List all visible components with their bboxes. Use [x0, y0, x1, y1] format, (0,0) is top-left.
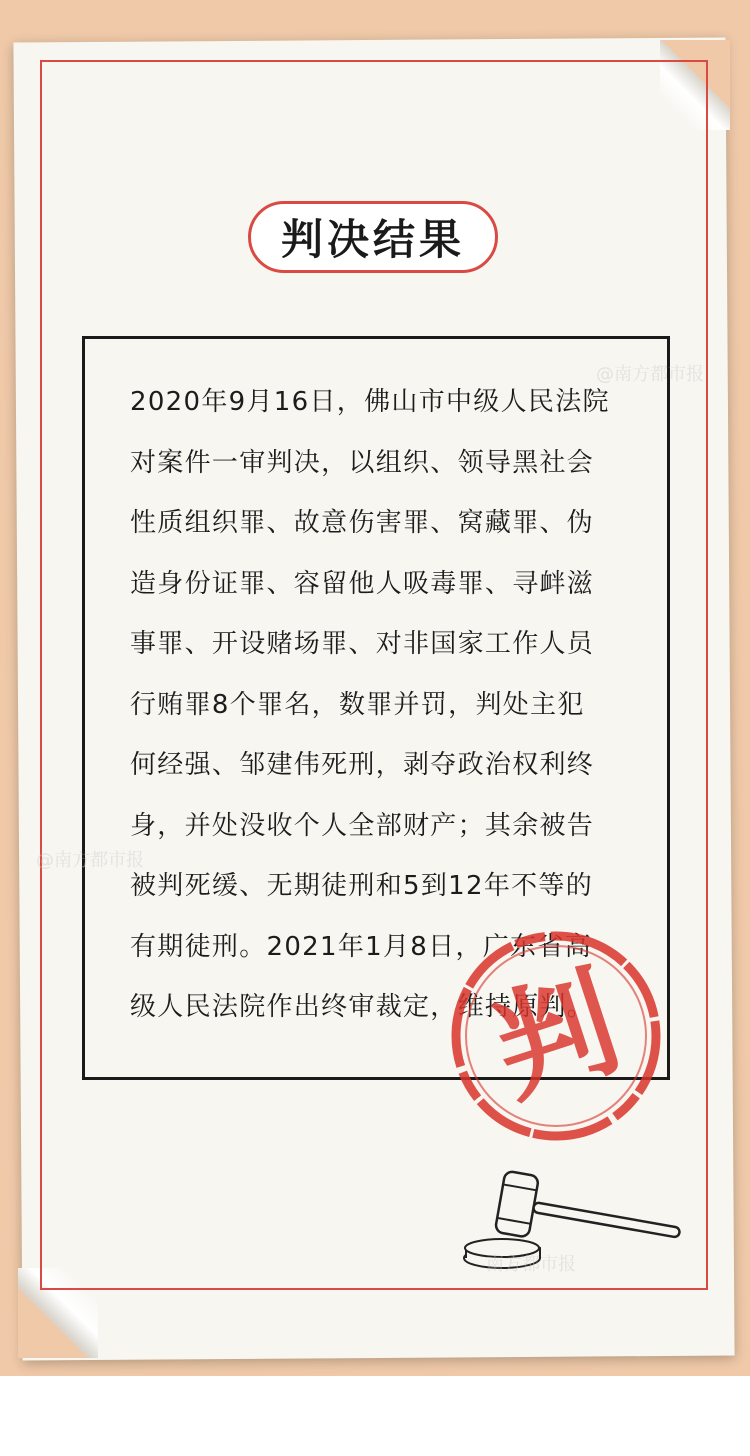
text-line: 事罪、开设赌场罪、对非国家工作人员	[130, 629, 595, 659]
text-line: 性质组织罪、故意伤害罪、窝藏罪、伪	[130, 508, 595, 538]
text-line: 身，并处没收个人全部财产；其余被告	[130, 810, 595, 841]
seal-stamp-text: 判	[477, 952, 636, 1123]
verdict-paragraph	[130, 372, 630, 1038]
watermark: @南方都市报	[596, 364, 704, 385]
text-line: 造身份证罪、容留他人吸毒罪、寻衅滋	[130, 568, 595, 599]
title-badge	[248, 201, 498, 273]
text-line: 级人民法院作出终审裁定，维持原判。	[130, 992, 595, 1022]
watermark: @南方都市报	[36, 850, 144, 871]
text-line: 2020年9月16日，佛山市中级人民法院	[130, 387, 610, 417]
text-line: 对案件一审判决，以组织、领导黑社会	[130, 447, 595, 478]
page-title: 判决结果	[280, 215, 465, 264]
text-line: 行贿罪8个罪名，数罪并罚，判处主犯	[130, 689, 585, 720]
watermark: 南方都市报	[486, 1254, 576, 1275]
text-line: 被判死缓、无期徒刑和5到12年不等的	[130, 871, 594, 901]
text-line: 何经强、邹建伟死刑，剥夺政治权利终	[130, 750, 595, 780]
text-line: 有期徒刑。2021年1月8日，广东省高	[130, 931, 592, 962]
